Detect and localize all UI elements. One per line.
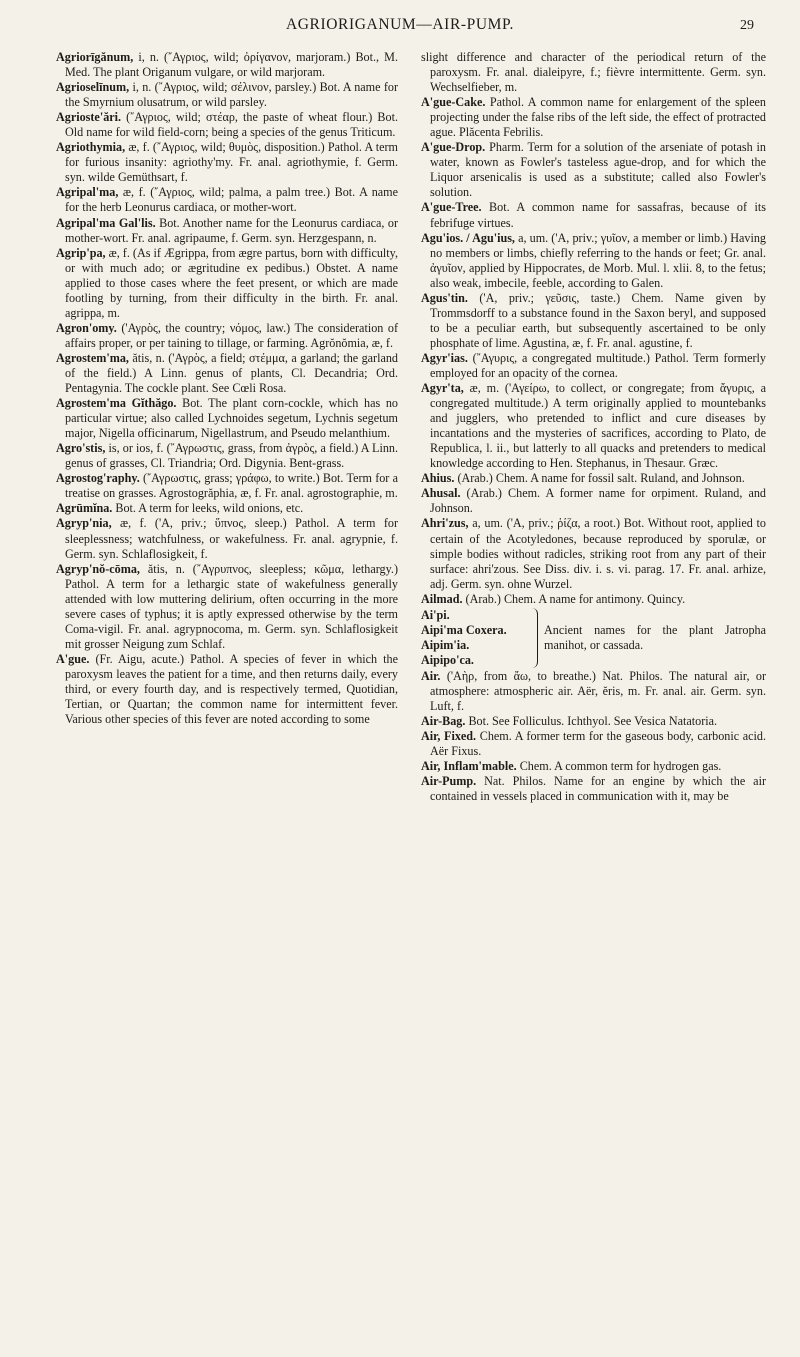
entry-definition: æ, f. (As if Ægrippa, from ægre partus, born with difficulty, or with much ado; or ægritudine ex pedibus.) Obstet. A name applied to those cases where the feet present, or which are made footling by turning, from their difficulty in the birth. Fr. anal. agrippa, m. [65,245,398,320]
entry-headword: Agriorīgănum, [56,50,134,64]
dictionary-entry [421,669,766,714]
dictionary-entry [421,291,766,351]
entry-definition: (Fr. Aigu, acute.) Pathol. A species of fever in which the paroxysm leaves the patient for a time, and then returns daily, every third, or every fourth day, and is respectively termed, Quotidian, Tertian, or Quartan; the common name for intermittent fever. Various other species of this fever are noted according to some [65,651,398,727]
dictionary-entry [421,200,766,230]
dictionary-entry [56,652,398,727]
entry-definition: i, n. (῎Αγριος, wild; ὀρίγανον, marjoram.) Bot., M. Med. The plant Origanum vulgare, or wild marjoram. [65,50,398,80]
entry-headword: Agrostog'raphy. [56,471,140,486]
entry-headword: Agrioste'ări. [56,110,122,125]
entry-headword: Agrūmĭna. [56,501,113,516]
entry-headword: Agu'ios. / Agu'ius, [421,230,515,245]
dictionary-entry [421,774,766,804]
entry-headword: Agryp'nŏ-cōma, [56,561,140,576]
entry-headword: Agus'tin. [421,290,468,305]
entry-definition: Bot. The plant corn-cockle, which has no particular virtue; also called Lychnoides segetum, Lychnis segetum major, Nigella officinarum, Nigellastrum, and Pseudo melanthium. [65,396,398,441]
dictionary-entry [56,351,398,396]
entry-definition: Bot. A common name for sassafras, because of its febrifuge virtues. [430,200,766,230]
entry-definition: æ, f. (῎Αγριος, wild; palma, a palm tree.) Bot. A name for the herb Leonurus cardiaca, or mother-wort. [65,185,398,215]
dictionary-entry [421,729,766,759]
dictionary-entry [421,381,766,471]
entry-definition: (Arab.) Chem. A name for antimony. Quincy. [462,591,686,606]
entry-headword: Aipim'ia. [421,637,470,652]
dictionary-entry [56,80,398,110]
dictionary-entry [421,759,766,774]
right-column-bottom-entries [421,669,766,804]
entry-headword: A'gue. [56,651,90,666]
entry-headword: Aipipo'ca. [421,652,474,667]
dictionary-entry [56,110,398,140]
entry-headword: Ahusal. [421,486,461,501]
entry-definition: (Arab.) Chem. A name for fossil salt. Ruland, and Johnson. [454,471,745,486]
entry-definition: is, or ios, f. (῎Αγρωστις, grass, from ἀγρὸς, a field.) A Linn. genus of grasses, Cl. Triandria; Ord. Digynia. Bent-grass. [65,441,398,471]
right-column-top-entries [421,50,766,607]
entry-definition: (῎Αγρωστις, grass; γράφω, to write.) Bot. Term for a treatise on grasses. Agrostogrăphia, æ, f. Fr. anal. agrostographie, m. [65,471,398,501]
dictionary-entry [421,351,766,381]
left-column [56,50,398,727]
entry-headword: A'gue-Tree. [421,200,482,215]
entry-headword: Air, Fixed. [421,728,477,743]
dictionary-entry [56,562,398,652]
entry-headword: Ahri'zus, [421,516,469,531]
dictionary-entry [56,246,398,321]
entry-definition: ătis, n. (῎Αγρυπνος, sleepless; κῶμα, lethargy.) Pathol. A term for a lethargic state of wakefulness generally attended with low muttering delirium, often occurring in the more severe cases of typhus; it is aptly expressed otherwise by the term Coma-vigil. Fr. anal. agrypnocoma, m. Germ. syn. Schlaflosigkeit mit grosser Neigung zum Schlaf. [65,561,398,651]
entry-definition: Nat. Philos. Name for an engine by which the air contained in vessels placed in communication with it, may be [430,774,766,804]
dictionary-entry [421,471,766,486]
entry-definition: æ, f. (῎Αγριος, wild; θυμὸς, disposition.) Pathol. A term for furious insanity: agriothy'my. Fr. anal. agriothymie, f. Germ. syn. wilde Gemüthsart, f. [65,140,398,185]
entry-definition: a, um. ('Α, priv.; γυῖον, a member or limb.) Having no members or limbs, chiefly referring to the hands or feet; Gr. anal. ἀγυῖον, applied by Hippocrates, de Morb. Mul. l. xlii. 8, to the fetus; also weak, imbecile, feeble, according to Galen. [430,230,766,290]
entry-definition: (Arab.) Chem. A former name for orpiment. Ruland, and Johnson. [430,486,766,516]
entry-definition: æ, m. ('Αγείρω, to collect, or congregate; from ἄγυρις, a congregated multitude.) A term originally applied to mountebanks and jugglers, who pretended to inflict and cure diseases by incantations and the mysteries of sacrifices, according to Plato, de Republica, l. ii., but latterly to all quacks and pretenders to medical knowledge according to Hen. Stephanus, in Thesaur. Græc. [430,381,766,471]
dictionary-entry [421,516,766,591]
entry-definition: Pharm. Term for a solution of the arseniate of potash in water, known as Fowler's tasteless ague-drop, and for which the Liquor arsenicalis is used as a substitute; called also Fowler's solution. [430,140,766,200]
entry-headword: A'gue-Cake. [421,95,486,110]
dictionary-entry [421,231,766,291]
entry-headword: Agyr'ias. [421,350,468,365]
dictionary-entry [56,321,398,351]
entry-headword: Air-Bag. [421,713,466,728]
entry-definition: i, n. (῎Αγριος, wild; σέλινον, parsley.) Bot. A name for the Smyrnium olusatrum, or wild parsley. [65,80,398,110]
entry-headword: A'gue-Drop. [421,140,486,155]
dictionary-entry [421,95,766,140]
dictionary-entry [56,516,398,561]
entry-headword: Agrostem'ma, [56,350,129,365]
entry-headword: Ai'pi. [421,607,450,622]
dictionary-entry [421,592,766,607]
entry-headword: Agyr'ta, [421,381,464,396]
entry-headword: Ailmad. [421,591,463,606]
entry-group [421,608,766,668]
entry-headword: Agrip'pa, [56,245,106,260]
entry-group-terms [421,608,525,668]
entry-headword: Aipi'ma Coxera. [421,622,507,637]
entry-definition: Pathol. A common name for enlargement of the spleen projecting under the false ribs of the left side, the effect of protracted ague. Plăcenta Febrilis. [430,95,766,140]
dictionary-entry [421,50,766,95]
entry-headword: Agro'stis, [56,441,106,456]
entry-definition: slight difference and character of the periodical return of the paroxysm. Fr. anal. dialeipyre, f.; fièvre intermittente. Germ. syn. Wechselfieber, m. [421,50,766,95]
entry-definition: ('Αὴρ, from ἄω, to breathe.) Nat. Philos. The natural air, or atmosphere: atmospheric air. Aër, ĕris, m. Fr. anal. air. Germ. syn. Luft, f. [430,668,766,713]
entry-headword: Agripal'ma Gal'lis. [56,215,156,230]
entry-headword: Ahius. [421,471,455,486]
dictionary-entry [56,185,398,215]
dictionary-entry [56,140,398,185]
entry-definition: Bot. See Folliculus. Ichthyol. See Vesica Natatoria. [465,713,718,728]
entry-group-definition: Ancient names for the plant Jatropha manihot, or cassada. [544,622,766,652]
entry-definition: a, um. ('Α, priv.; ῥίζα, a root.) Bot. Without root, applied to certain of the Acotyledones, because reproduced by sporulæ, or simple bodies without radicles, striking root from any part of their surface: ahri'zous. See Diss. div. i. s. vi. parag. 17. Fr. anal. arhize, adj. Germ. syn. ohne Wurzel. [430,516,766,591]
dictionary-entry [56,471,398,501]
right-column [421,50,766,804]
entry-headword: Air-Pump. [421,774,477,789]
entry-definition: Chem. A former term for the gaseous body, carbonic acid. Aër Fixus. [430,728,766,758]
entry-headword: Agrostem'ma Gĭthăgo. [56,396,177,411]
entry-headword: Agripal'ma, [56,185,119,200]
dictionary-entry [421,714,766,729]
page-header [0,14,800,40]
dictionary-entry [421,140,766,200]
entry-headword: Air, Inflam'mable. [421,759,517,774]
dictionary-entry [56,50,398,80]
entry-definition: ătis, n. ('Αγρὸς, a field; στέμμα, a garland; the garland of the field.) A Linn. genus of plants, Cl. Decandria; Ord. Pentagynia. The cockle plant. See Cœli Rosa. [65,350,398,396]
page-number: 29 [740,18,754,33]
entry-definition: (῎Αγριος, wild; στέαρ, the paste of wheat flour.) Bot. Old name for wild field-corn; being a species of the genus Triticum. [65,110,398,140]
entry-definition: (῎Αγυρις, a congregated multitude.) Pathol. Term formerly employed for an opacity of the cornea. [430,350,766,380]
dictionary-entry [56,396,398,441]
entry-headword: Air. [421,668,441,683]
dictionary-entry [56,441,398,471]
entry-definition: Bot. A term for leeks, wild onions, etc. [112,501,304,516]
entry-definition: ('Α, priv.; γεῦσις, taste.) Chem. Name given by Trommsdorff to a substance found in the Saxon beryl, and supposed to be a peculiar earth, but subsequently ascertained to be only phosphate of lime. Agustina, æ, f. Fr. anal. agustine, f. [430,290,766,350]
entry-definition: Chem. A common term for hydrogen gas. [516,759,722,774]
entry-definition: æ, f. ('Α, priv.; ὕπνος, sleep.) Pathol. A term for sleeplessness; watchfulness, or wakefulness. Fr. anal. agrypnie, f. Germ. syn. Schlaflosigkeit, f. [65,516,398,561]
entry-headword: Agron'omy. [56,320,117,335]
entry-definition: ('Αγρὸς, the country; νόμος, law.) The consideration of affairs proper, or per taining to tillage, or farming. Agrŏnŏmia, æ, f. [65,320,398,350]
dictionary-entry [421,486,766,516]
entry-headword: Agryp'nia, [56,516,112,531]
entry-definition: Bot. Another name for the Leonurus cardiaca, or mother-wort. Fr. anal. agripaume, f. Germ. syn. Herzgespann, n. [65,215,398,245]
dictionary-entry [56,216,398,246]
entry-headword: Agriothymia, [56,140,126,155]
brace [525,608,538,668]
running-head: AGRIORIGANUM—AIR-PUMP. [285,16,515,33]
entry-headword: Agrioselīnum, [56,80,130,95]
dictionary-entry [56,501,398,516]
